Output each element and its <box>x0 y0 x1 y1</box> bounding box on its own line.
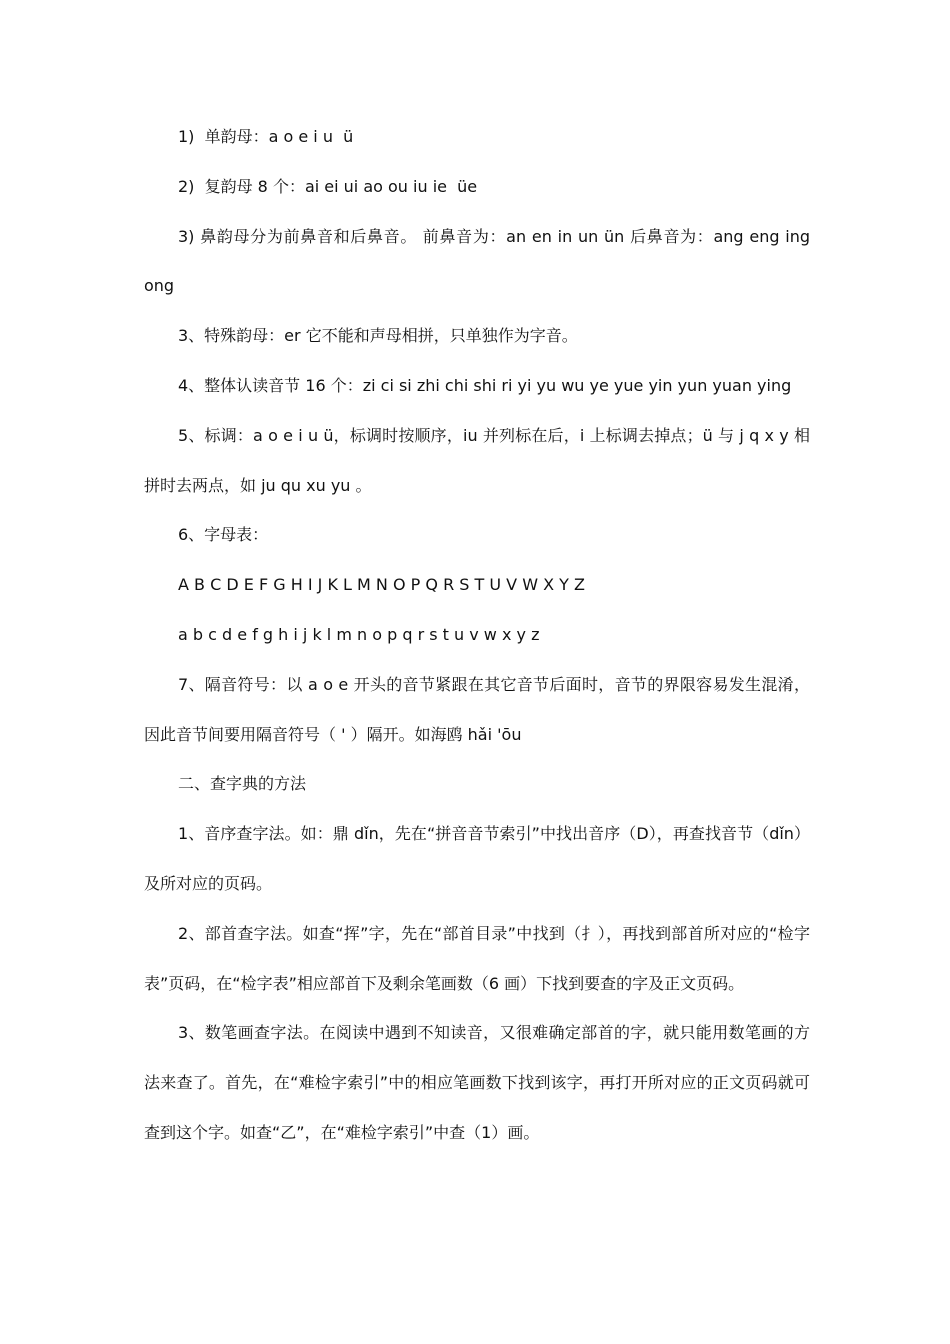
paragraph-alphabet-uppercase: A B C D E F G H I J K L M N O P Q R S T U V W X Y Z <box>178 575 585 595</box>
paragraph-phonetic-lookup: 1、音序查字法。如：鼎 dǐn，先在“拼音音节索引”中找出音序（D），再查找音节（dǐn）及所对应的页码。 <box>144 824 810 893</box>
paragraph-single-finals: 1) 单韵母：a o e i u ü <box>178 127 354 146</box>
paragraph-compound-finals: 2) 复韵母 8 个：ai ei ui ao ou iu ie üe <box>178 176 478 196</box>
section-heading-dictionary-methods: 二、查字典的方法 <box>178 774 307 794</box>
paragraph-stroke-count-lookup: 3、数笔画查字法。在阅读中遇到不知读音，又很难确定部首的字，就只能用数笔画的方法来查了。首先，在“难检字索引”中的相应笔画数下找到该字，再打开所对应的正文页码就可查到这个字。如查“乙”，在“难检字索引”中查（1）画。 <box>144 1023 810 1142</box>
document-body <box>144 112 810 1158</box>
paragraph-alphabet-lowercase: a b c d e f g h i j k l m n o p q r s t u v w x y z <box>178 624 540 644</box>
paragraph-radical-lookup: 2、部首查字法。如查“挥”字，先在“部首目录”中找到（扌），再找到部首所对应的“检字表”页码，在“检字表”相应部首下及剩余笔画数（6 画）下找到要查的字及正文页码。 <box>144 923 810 993</box>
paragraph-tone-marking: 5、标调：a o e i u ü，标调时按顺序，iu 并列标在后，i 上标调去掉点；ü 与 j q x y 相拼时去两点，如 ju qu xu yu 。 <box>144 425 810 495</box>
paragraph-whole-syllables: 4、整体认读音节 16 个：zi ci si zhi chi shi ri yi yu wu ye yue yin yun yuan ying <box>178 375 792 395</box>
paragraph-special-final: 3、特殊韵母：er 它不能和声母相拼，只单独作为字音。 <box>178 326 578 346</box>
paragraph-syllable-separator: 7、隔音符号：以 a o e 开头的音节紧跟在其它音节后面时，音节的界限容易发生混淆，因此音节间要用隔音符号（ ' ）隔开。如海鸥 hǎi 'ōu <box>144 674 810 744</box>
paragraph-nasal-finals: 3) 鼻韵母分为前鼻音和后鼻音。 前鼻音为：an en in un ün 后鼻音为：ang eng ing ong <box>144 226 810 296</box>
paragraph-alphabet-heading: 6、字母表： <box>178 525 269 545</box>
